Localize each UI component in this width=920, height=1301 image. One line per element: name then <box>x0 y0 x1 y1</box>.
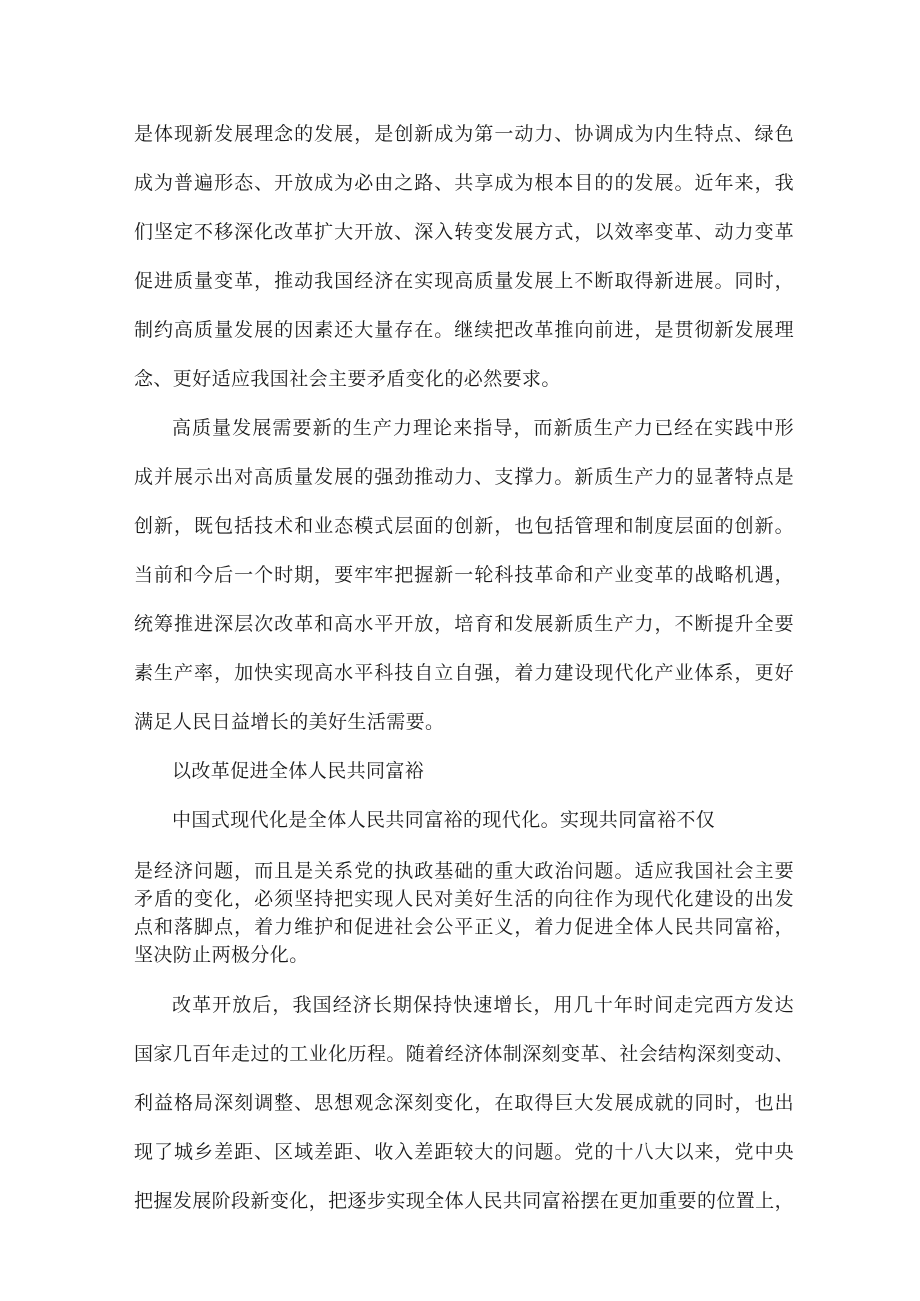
text-line: 高质量发展需要新的生产力理论来指导，而新质生产力已经在实践中形 <box>172 417 794 439</box>
text-line: 统筹推进深层次改革和高水平开放，培育和发展新质生产力，不断提升全要 <box>134 613 794 635</box>
text-line: 坚决防止两极分化。 <box>134 944 309 966</box>
text-line: 当前和今后一个时期，要牢牢把握新一轮科技革命和产业变革的战略机遇， <box>134 564 794 586</box>
text-line: 素生产率，加快实现高水平科技自立自强，着力建设现代化产业体系，更好 <box>134 662 794 684</box>
text-line: 念、更好适应我国社会主要矛盾变化的必然要求。 <box>134 368 561 390</box>
text-line: 促进质量变革，推动我国经济在实现高质量发展上不断取得新进展。同时， <box>134 270 794 292</box>
section-heading: 以改革促进全体人民共同富裕 <box>172 760 425 782</box>
text-line: 成为普遍形态、开放成为必由之路、共享成为根本目的的发展。近年来，我 <box>134 172 794 194</box>
text-line: 改革开放后，我国经济长期保持快速增长，用几十年时间走完西方发达 <box>172 994 794 1016</box>
text-line: 制约高质量发展的因素还大量存在。继续把改革推向前进，是贯彻新发展理 <box>134 319 794 341</box>
text-line: 们坚定不移深化改革扩大开放、深入转变发展方式，以效率变革、动力变革 <box>134 221 794 243</box>
text-line: 现了城乡差距、区域差距、收入差距较大的问题。党的十八大以来，党中央 <box>134 1141 794 1163</box>
text-line: 利益格局深刻调整、思想观念深刻变化，在取得巨大发展成就的同时，也出 <box>134 1092 794 1114</box>
text-line: 成并展示出对高质量发展的强劲推动力、支撑力。新质生产力的显著特点是 <box>134 466 794 488</box>
text-line: 点和落脚点，着力维护和促进社会公平正义，着力促进全体人民共同富裕， <box>134 916 794 938</box>
text-line: 矛盾的变化，必须坚持把实现人民对美好生活的向往作为现代化建设的出发 <box>134 888 794 910</box>
text-line: 创新，既包括技术和业态模式层面的创新，也包括管理和制度层面的创新。 <box>134 515 794 537</box>
text-line: 把握发展阶段新变化，把逐步实现全体人民共同富裕摆在更加重要的位置上， <box>134 1190 794 1212</box>
text-line: 是经济问题，而且是关系党的执政基础的重大政治问题。适应我国社会主要 <box>134 860 794 882</box>
text-line: 满足人民日益增长的美好生活需要。 <box>134 711 445 733</box>
text-line: 中国式现代化是全体人民共同富裕的现代化。实现共同富裕不仅 <box>172 809 716 831</box>
text-line: 国家几百年走过的工业化历程。随着经济体制深刻变革、社会结构深刻变动、 <box>134 1043 794 1065</box>
text-line: 是体现新发展理念的发展，是创新成为第一动力、协调成为内生特点、绿色 <box>134 123 794 145</box>
